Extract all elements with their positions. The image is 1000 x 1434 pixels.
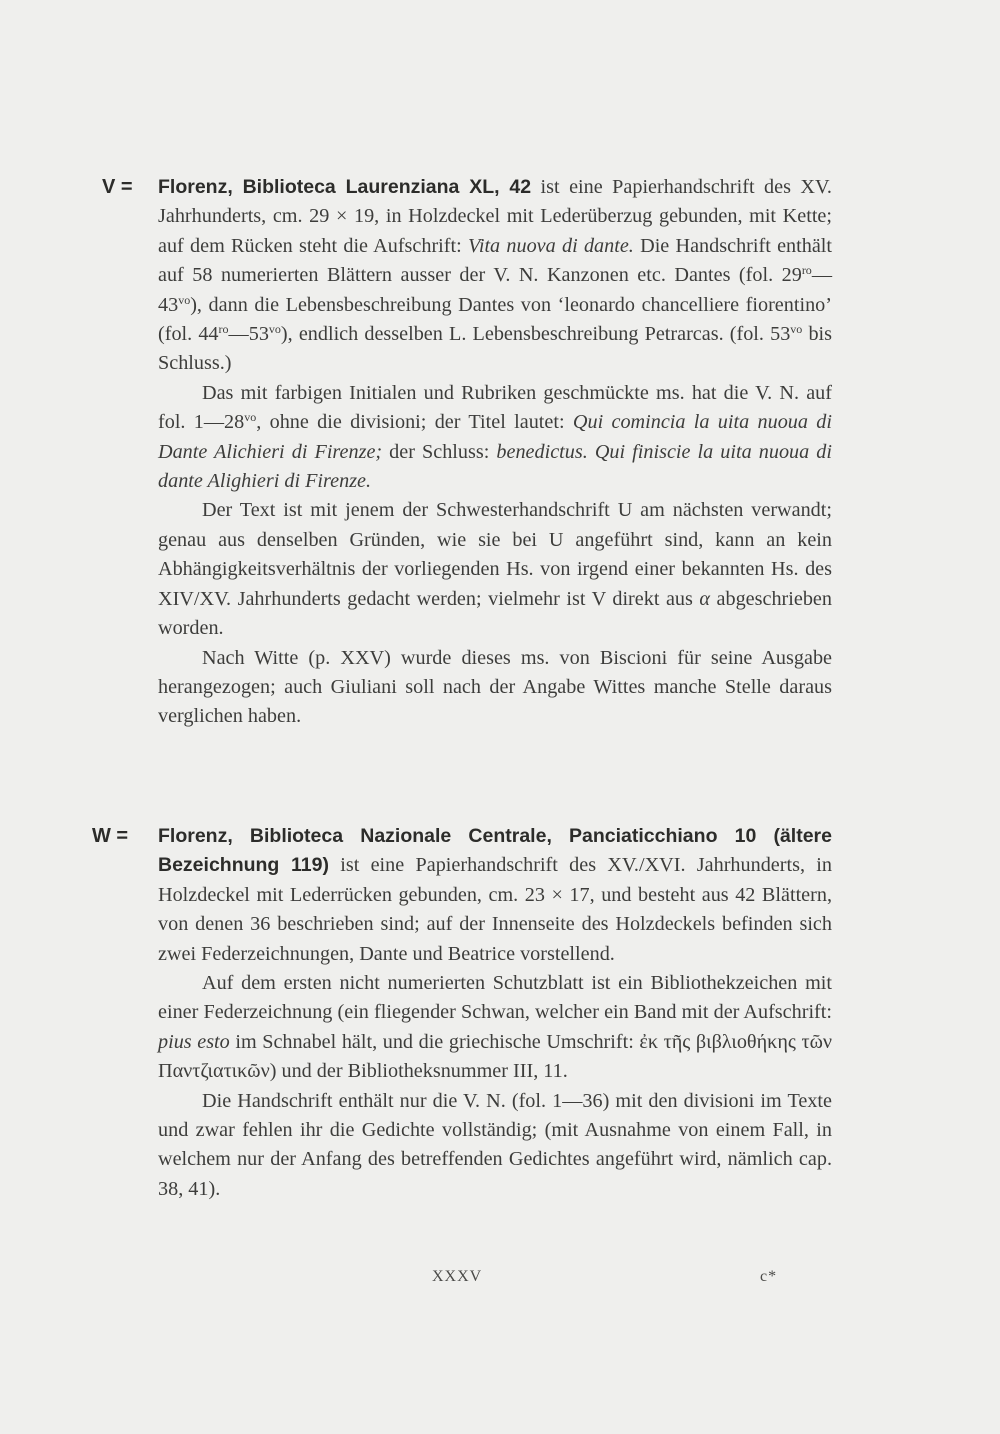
superscript: vo bbox=[178, 292, 191, 307]
text-span: Der Text ist mit jenem der Schwesterhandschrift U am nächsten verwandt; genau aus denselben Gründen, wie sie bei U angeführt sind, kann an kein Abhängigkeitsverhältnis der vorliegenden Hs. von irgend einer bekannten Hs. des XIV/XV. Jahrhunderts gedacht werden; vielmehr ist V direkt aus bbox=[158, 499, 832, 610]
italic-symbol: α bbox=[699, 587, 710, 610]
text-span: —43 bbox=[158, 264, 832, 316]
heading-w: Florenz, Biblioteca Nazionale Centrale, Panciaticchiano 10 (ältere Bezeichnung 119) bbox=[158, 825, 832, 877]
text-span: ist eine Papierhandschrift des XV./XVI. Jahrhunderts, in Holzdeckel mit Lederrücken gebunden, cm. 23 × 17, und besteht aus 42 Blättern, von denen 36 beschrieben sind; auf der Innenseite des Holzdeckels befinden sich zwei Federzeichnungen, Dante und Beatrice vorstellend. bbox=[158, 854, 832, 965]
superscript: vo bbox=[268, 322, 281, 337]
paragraph-v-2 bbox=[158, 379, 832, 497]
paragraph-w-3 bbox=[158, 1087, 832, 1205]
italic-title: Vita nuova di dante. bbox=[468, 234, 634, 257]
paragraph-v-4 bbox=[158, 644, 832, 732]
heading-v: Florenz, Biblioteca Laurenziana XL, 42 bbox=[158, 176, 532, 198]
text-span: abgeschrieben worden. bbox=[158, 587, 832, 640]
text-span: ), dann die Lebensbeschreibung Dantes von ‘leonardo chancelliere fiorentino’ (fol. 44 bbox=[158, 293, 832, 346]
siglum-w: W = bbox=[92, 825, 129, 847]
paragraph-w-1 bbox=[158, 822, 832, 969]
text-span: Nach Witte (p. XXV) wurde dieses ms. von Biscioni für seine Ausgabe herangezogen; auch Giuliani soll nach der Angabe Wittes manche Stelle daraus verglichen haben. bbox=[158, 646, 832, 728]
italic-incipit: Qui comincia la uita nuoua di Dante Alichieri di Firenze; bbox=[158, 411, 832, 463]
superscript: ro bbox=[218, 322, 229, 337]
italic-motto: pius esto bbox=[158, 1030, 230, 1053]
page-number: XXXV bbox=[432, 1268, 483, 1285]
text-span: im Schnabel hält, und die griechische Umschrift: ἐκ τῆς βιβλιοθήκης τῶν Παντζιατικῶν) und der Bibliotheksnummer III, 11. bbox=[158, 1030, 832, 1083]
italic-explicit: benedictus. Qui finiscie la uita nuoua di dante Alighieri di Firenze. bbox=[158, 440, 832, 493]
text-span: Auf dem ersten nicht numerierten Schutzblatt ist ein Bibliothekzeichen mit einer Federzeichnung (ein fliegender Schwan, welcher ein Band mit der Aufschrift: bbox=[158, 972, 832, 1024]
text-span: Das mit farbigen Initialen und Rubriken geschmückte ms. hat die V. N. auf fol. 1—28 bbox=[158, 381, 832, 434]
paragraph-v-3 bbox=[158, 496, 832, 643]
manuscript-entry-w bbox=[92, 822, 832, 1204]
text-span: Die Handschrift enthält auf 58 numerierten Blättern ausser der V. N. Kanzonen etc. Dantes (fol. 29 bbox=[158, 234, 833, 287]
paragraph-v-1 bbox=[158, 173, 832, 379]
text-span: , ohne die divisioni; der Titel lautet: bbox=[256, 411, 573, 434]
text-span: ist eine Papierhandschrift des XV. Jahrhunderts, cm. 29 × 19, in Holzdeckel mit Lederüberzug gebunden, mit Kette; auf dem Rücken steht die Aufschrift: bbox=[158, 176, 832, 257]
siglum-v: V = bbox=[102, 176, 133, 198]
printer-signature: c* bbox=[760, 1268, 778, 1285]
text-span: Die Handschrift enthält nur die V. N. (fol. 1—36) mit den divisioni im Texte und zwar fehlen ihr die Gedichte vollständig; (mit Ausnahme von einem Fall, in welchem nur der Anfang des betreffenden Gedichtes angeführt wird, nämlich cap. 38, 41). bbox=[158, 1089, 832, 1200]
superscript: ro bbox=[801, 263, 812, 278]
text-span: der Schluss: bbox=[382, 440, 497, 463]
superscript: vo bbox=[244, 410, 257, 425]
manuscript-entry-v bbox=[102, 173, 833, 732]
text-span: ), endlich desselben L. Lebensbeschreibung Petrarcas. (fol. 53 bbox=[280, 323, 791, 346]
text-span: bis Schluss.) bbox=[158, 323, 832, 375]
superscript: vo bbox=[790, 322, 803, 337]
paragraph-w-2 bbox=[158, 969, 832, 1087]
text-span: —53 bbox=[228, 323, 269, 346]
